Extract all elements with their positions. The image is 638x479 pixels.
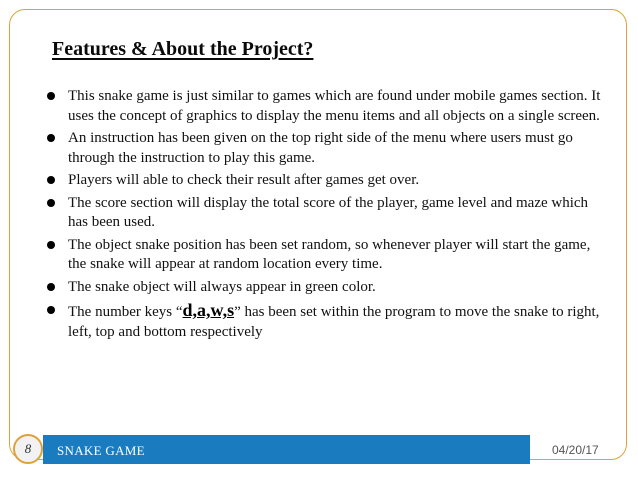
bullet-list [46, 87, 602, 345]
key-list: d,a,w,s [182, 300, 235, 320]
bullet-text-after: ” has been set within the program to move the snake to right, left, top and bottom respectively [68, 304, 600, 340]
footer-title: SNAKE GAME [57, 443, 145, 458]
bullet-dot-icon [47, 134, 55, 142]
bullet-text-before: The number keys “ [68, 304, 183, 320]
bullet-dot-icon [47, 306, 55, 314]
page-number-badge: 8 [13, 434, 43, 464]
bullet-item [46, 87, 602, 126]
footer-band [43, 435, 530, 464]
footer-date: 04/20/17 [552, 443, 599, 457]
bullet-dot-icon [47, 92, 55, 100]
bullet-item [46, 194, 602, 233]
bullet-item-keys [46, 301, 602, 342]
bullet-text: The score section will display the total score of the player, game level and maze which has been used. [68, 194, 589, 230]
bullet-text: The snake object will always appear in green color. [68, 278, 376, 295]
bullet-dot-icon [47, 176, 55, 184]
bullet-item [46, 129, 602, 168]
slide-footer [9, 433, 627, 467]
bullet-dot-icon [47, 199, 55, 207]
slide-title: Features & About the Project? [52, 38, 314, 60]
bullet-text: This snake game is just similar to games which are found under mobile games section. It uses the concept of graphics to display the menu items and all objects on a single screen. [68, 88, 601, 124]
bullet-item [46, 278, 602, 298]
bullet-text: The object snake position has been set random, so whenever player will start the game, the snake will appear at random location every time. [68, 236, 591, 272]
bullet-item [46, 236, 602, 275]
bullet-text: Players will able to check their result after games get over. [68, 172, 420, 188]
bullet-item [46, 171, 602, 191]
bullet-dot-icon [47, 283, 55, 291]
bullet-dot-icon [47, 241, 55, 249]
bullet-text: An instruction has been given on the top right side of the menu where users must go through the instruction to play this game. [68, 130, 573, 166]
